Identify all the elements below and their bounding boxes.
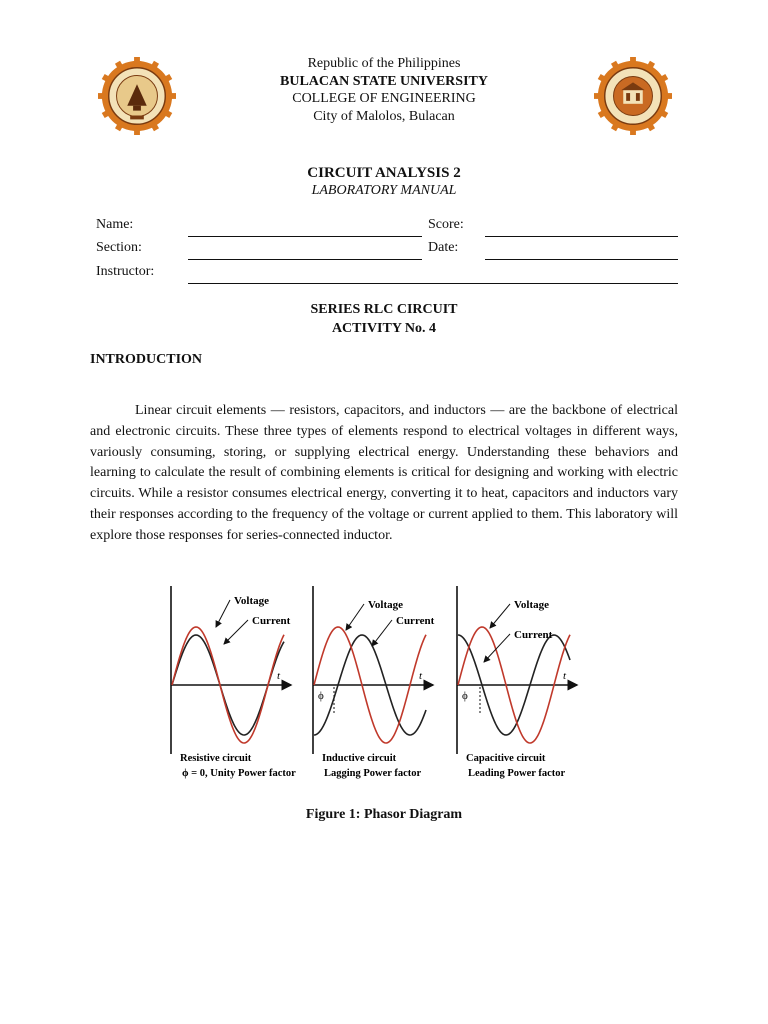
current-label: Current xyxy=(396,615,435,627)
republic-line: Republic of the Philippines xyxy=(307,56,461,71)
section-field[interactable] xyxy=(188,259,422,260)
t-axis-label: t xyxy=(277,670,281,682)
panel-subtitle: Lagging Power factor xyxy=(324,768,422,779)
manual-subtitle: LABORATORY MANUAL xyxy=(311,183,457,198)
figure-caption: Figure 1: Phasor Diagram xyxy=(305,807,463,822)
university-name: BULACAN STATE UNIVERSITY xyxy=(280,73,488,89)
phase-label: ϕ xyxy=(462,690,468,702)
date-label: Date: xyxy=(428,240,459,255)
city-line: City of Malolos, Bulacan xyxy=(313,108,455,124)
activity-number: ACTIVITY No. 4 xyxy=(331,321,437,336)
instructor-field[interactable] xyxy=(188,283,678,284)
panel-title: Capacitive circuit xyxy=(466,753,546,764)
course-title: CIRCUIT ANALYSIS 2 xyxy=(307,165,461,181)
voltage-label: Voltage xyxy=(234,595,270,607)
current-leader xyxy=(372,620,392,646)
student-info-form xyxy=(96,214,680,290)
letterhead xyxy=(0,55,768,125)
current-label: Current xyxy=(252,615,291,627)
score-field[interactable] xyxy=(485,236,678,237)
name-field[interactable] xyxy=(188,236,422,237)
instructor-label: Instructor: xyxy=(96,264,155,279)
current-leader xyxy=(484,634,510,662)
voltage-label: Voltage xyxy=(368,599,404,611)
activity-title: SERIES RLC CIRCUIT xyxy=(310,302,458,317)
phasor-diagram-figure xyxy=(160,582,580,787)
voltage-leader xyxy=(490,604,510,628)
t-axis-label: t xyxy=(563,670,567,682)
current-leader xyxy=(224,620,248,644)
date-field[interactable] xyxy=(485,259,678,260)
voltage-leader xyxy=(216,600,230,627)
college-name: COLLEGE OF ENGINEERING xyxy=(292,91,476,106)
score-label: Score: xyxy=(428,217,464,232)
manual-title-block xyxy=(0,164,768,200)
introduction-paragraph: Linear circuit elements — resistors, capacitors, and inductors — are the backbone of electrical and electronic circuits. These three types of elements respond to electrical voltages in different ways, variously consuming, storing, or supplying electrical energy. Understanding these behaviors and learning to calculate the result of combining elements is critical for designing and working with electric circuits. While a resistor consumes electrical energy, converting it to heat, capacitors and inductors vary their responses according to the frequency of the voltage or current applied to them. This laboratory will explore those responses for series-connected inductor. xyxy=(90,403,678,543)
name-label: Name: xyxy=(96,217,134,232)
current-label: Current xyxy=(514,629,553,641)
phase-label: ϕ xyxy=(318,690,324,702)
activity-heading xyxy=(0,300,768,338)
panel-title: Resistive circuit xyxy=(180,753,252,764)
voltage-label: Voltage xyxy=(514,599,550,611)
introduction-heading: INTRODUCTION xyxy=(90,352,203,367)
section-label: Section: xyxy=(96,240,142,255)
t-axis-label: t xyxy=(419,670,423,682)
voltage-leader xyxy=(346,604,364,630)
panel-title: Inductive circuit xyxy=(322,753,397,764)
panel-subtitle: Leading Power factor xyxy=(468,768,566,779)
panel-subtitle: ϕ = 0, Unity Power factor xyxy=(182,768,296,779)
